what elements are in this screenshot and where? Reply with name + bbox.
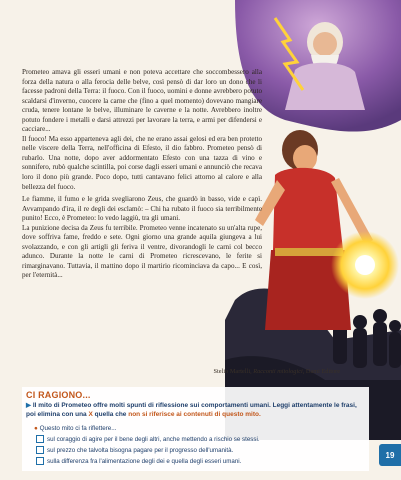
option-row [36,457,241,465]
source-publisher: , Dami Editore [302,368,340,375]
bullet-icon: ● [34,425,38,432]
option-label: sul prezzo che talvolta bisogna pagare per il progresso dell'umanità. [47,446,234,454]
page-number: 19 [379,444,401,466]
option-label: sul coraggio di agire per il bene degli altri, anche mettendo a rischio se stessi. [47,435,260,443]
story-text [22,68,262,281]
story-paragraph: La punizione decisa da Zeus fu terribile. Prometeo venne incatenato su un'alta rupe, dove soffriva fame, freddo e sete. Ogni giorno una grande aquila giungeva a lui svolazzando, e con gli artigli gli feriva il ventre, divorandogli le carni col becco adunco. Durante la notte le carni di Prometeo ricrescevano, le ferite si rimarginavano. Tuttavia, il mattino dopo il martirio ricominciava da capo... E così, per l'eternità... [22,223,262,280]
instructions-highlight: non si riferisce ai contenuti di questo mito. [128,410,261,418]
option-checkbox[interactable] [36,435,44,443]
story-paragraph: Il fuoco! Ma esso apparteneva agli dei, che ne erano assai gelosi ed era ben protetto nelle viscere della Terra, nell'officina di Efesto, il dio fabbro. Prometeo pensò di rubarlo. Una notte, dopo aver addormentato Efesto con una tazza di vino e sonnifero, rubò qualche scintilla, poi corse dagli esseri umani e annunciò che recava loro il dono più grande. Poco dopo, tutti cantavano felici attorno al calore e alla bellezza del fuoco. [22,134,262,191]
activity-instructions [26,402,366,419]
question-prompt [34,425,117,432]
option-checkbox[interactable] [36,457,44,465]
option-label: sulla differenza fra l'alimentazione degli dei e quella degli esseri umani. [47,457,242,465]
source-author: Stelio Martelli, [213,368,254,375]
instructions-part: Il mito di Prometeo offre molti spunti di riflessione sui comportamenti umani. Leggi attentamente le frasi, poi elimina con una [26,402,357,418]
instructions-part: quella che [92,410,129,418]
x-mark: X [88,410,93,418]
option-row [36,435,260,443]
option-row [36,446,233,454]
option-checkbox[interactable] [36,446,44,454]
source-citation [95,368,340,375]
source-title: Racconti mitologici [253,368,303,375]
question-text: Questo mito ci fa riflettere... [39,425,117,432]
arrow-icon: ▶ [26,402,31,409]
story-paragraph: Prometeo amava gli esseri umani e non poteva accettare che soccombessero alla forza della natura o alla ferocia delle belve, così pensò di dar loro un dono che li facesse padroni della Terra: il fuoco. Con il fuoco, uomini e donne avrebbero potuto scaldarsi d'inverno, cuocere la carne che (fino a quel momento) dovevano mangiare cruda, tenere lontane le belve, illuminare le caverne e la notte. Avrebbero inoltre potuto fondere i metalli e darsi attrezzi per lavorare la terra, e armi per difendersi e cacciare... [22,68,262,134]
activity-title: CI RAGIONO... [26,390,91,400]
story-paragraph: Le fiamme, il fumo e le grida svegliarono Zeus, che guardò in basso, vide e capì. Avvampando d'ira, il re degli dei esclamò: – Chi ha rubato il fuoco sia terribilmente punito! Ecco, è Prometeo: lo vedo laggiù, tra gli umani. [22,195,262,223]
